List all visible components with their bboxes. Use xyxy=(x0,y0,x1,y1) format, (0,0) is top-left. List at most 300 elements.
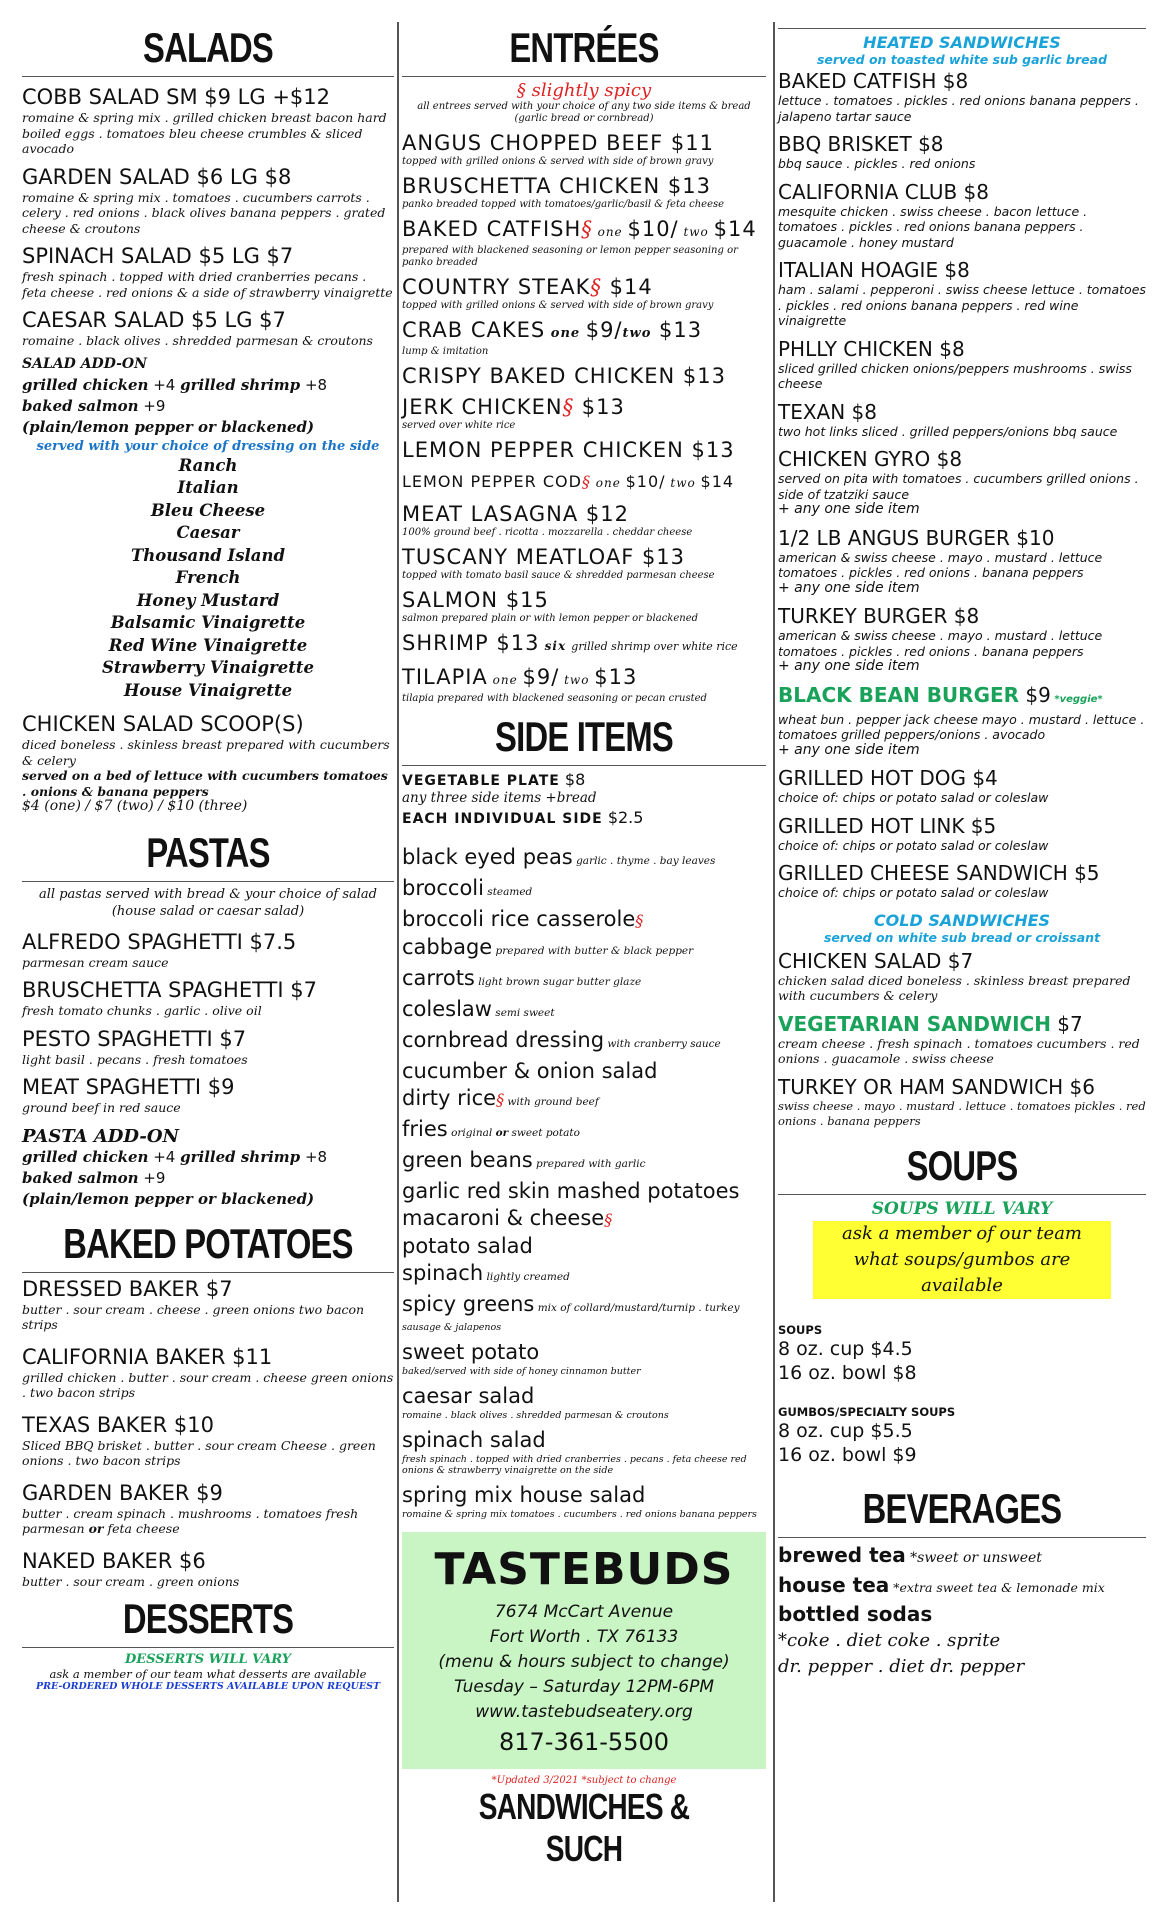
sandwich-item xyxy=(778,400,1146,440)
spicy-icon: § xyxy=(581,217,593,241)
side-name: potato salad xyxy=(402,1233,533,1258)
entree-title: LEMON PEPPER CHICKEN $13 xyxy=(402,438,735,462)
entree-item xyxy=(402,588,766,625)
entrees-heading: ENTRÉES xyxy=(509,24,659,71)
dressing-option: French xyxy=(175,568,241,587)
spicy-icon: § xyxy=(496,1089,505,1109)
side-name: sweet potato xyxy=(402,1339,540,1364)
side-note: prepared with garlic xyxy=(532,1157,646,1170)
side-item xyxy=(402,965,766,996)
price-two: $14 xyxy=(713,217,757,241)
item-desc: butter . sour cream . cheese . green onions two bacon strips xyxy=(22,1301,365,1332)
entree-price: $13 xyxy=(574,395,625,419)
soup-cup: 8 oz. cup $4.5 xyxy=(778,1337,913,1360)
restaurant-info-box xyxy=(402,1532,766,1769)
house-tea: house tea *extra sweet tea & lemonade mix xyxy=(778,1572,1105,1597)
side-item xyxy=(402,1027,766,1058)
entree-desc: topped with tomato basil sauce & shredded parmesan cheese xyxy=(402,570,715,581)
item-name: GARDEN SALAD $6 LG $8 xyxy=(22,164,292,189)
spicy-icon: § xyxy=(562,395,575,419)
entree-name xyxy=(402,131,766,156)
cold-sandwiches-sub: served on white sub bread or croissant xyxy=(823,929,1101,945)
entree-title: TILAPIA xyxy=(402,665,488,689)
sandwich-item xyxy=(778,337,1146,392)
price-one: $9/ xyxy=(522,665,560,689)
column-divider-left xyxy=(397,22,399,1902)
entree-item xyxy=(402,395,766,432)
item-desc: fresh spinach . topped with dried cranberries pecans . feta cheese . red onions & a side of strawberry vinaigrette xyxy=(22,269,393,300)
item-desc: romaine & spring mix . tomatoes . cucumbers carrots . celery . red onions . black olives banana peppers . grated cheese & croutons xyxy=(22,189,386,236)
black-bean-burger-desc: wheat bun . pepper jack cheese mayo . mustard . lettuce . tomatoes grilled peppers/onions . avocado xyxy=(778,711,1145,742)
beverages-heading: BEVERAGES xyxy=(862,1484,1062,1532)
salad-addon-line2: baked salmon +9 xyxy=(22,396,166,415)
sandwich-name: BAKED CATFISH $8 xyxy=(778,69,969,93)
side-note: with ground beef xyxy=(504,1095,599,1108)
side-note: prepared with butter & black pepper xyxy=(492,944,694,957)
grill-item-list xyxy=(778,766,1146,901)
sandwich-item xyxy=(778,766,1146,806)
chicken-salad-scoop-name: CHICKEN SALAD SCOOP(S) xyxy=(22,712,304,736)
sandwich-name: ITALIAN HOAGIE $8 xyxy=(778,258,970,282)
entree-item xyxy=(402,438,766,463)
side-name: carrots xyxy=(402,965,475,990)
entree-price: $14 xyxy=(601,275,653,299)
side-note-or: or xyxy=(495,1126,509,1139)
heated-sandwiches-heading: HEATED SANDWICHES xyxy=(863,33,1061,52)
entree-item xyxy=(402,545,766,582)
menu-item xyxy=(22,85,394,157)
item-name: SPINACH SALAD $5 LG $7 xyxy=(22,244,294,268)
pasta-list xyxy=(22,930,394,1116)
entree-desc: panko breaded topped with tomatoes/garlic/basil & feta cheese xyxy=(402,199,725,210)
side-items-heading: SIDE ITEMS xyxy=(495,713,673,760)
gumbos-label: GUMBOS/SPECIALTY SOUPS xyxy=(778,1404,956,1419)
sandwich-item xyxy=(778,814,1146,854)
side-item xyxy=(402,906,766,934)
dressing-option: Bleu Cheese xyxy=(150,500,266,520)
side-name: fries xyxy=(402,1116,448,1141)
potato-list xyxy=(22,1277,394,1590)
divider xyxy=(402,76,766,77)
side-item xyxy=(402,934,766,965)
sandwich-name: PHLLY CHICKEN $8 xyxy=(778,336,965,361)
entree-name xyxy=(402,217,766,245)
item-name: CALIFORNIA BAKER $11 xyxy=(22,1344,273,1369)
sandwich-desc: lettuce . tomatoes . pickles . red onions banana peppers . jalapeno tartar sauce xyxy=(778,93,1139,124)
chicken-salad-scoop-price: $4 (one) / $7 (two) / $10 (three) xyxy=(22,798,248,814)
side-name: broccoli xyxy=(402,875,484,900)
price-two: $13 xyxy=(594,665,638,689)
side-name: caesar salad xyxy=(402,1383,535,1408)
salad-list xyxy=(22,85,394,349)
entree-title: MEAT LASAGNA $12 xyxy=(402,502,629,526)
soda-list-1: *coke . diet coke . sprite xyxy=(778,1629,1001,1651)
chicken-salad-scoop-serving: served on a bed of lettuce with cucumbers tomatoes . onions & banana peppers xyxy=(22,768,388,799)
sandwich-desc: choice of: chips or potato salad or coleslaw xyxy=(778,790,1049,805)
soups-vary: SOUPS WILL VARY xyxy=(871,1198,1053,1219)
soups-heading: SOUPS xyxy=(906,1141,1018,1189)
sandwich-name: CALIFORNIA CLUB $8 xyxy=(778,179,990,204)
menu-item xyxy=(22,1481,394,1537)
spicy-icon: § xyxy=(581,472,591,491)
menu-item xyxy=(22,244,394,300)
side-item xyxy=(402,1116,766,1147)
column-entrees-sides xyxy=(402,22,766,1870)
sandwich-name: GRILLED HOT DOG $4 xyxy=(778,766,998,790)
divider xyxy=(22,1272,394,1273)
vegetarian-sandwich: VEGETARIAN SANDWICH $7 xyxy=(778,1011,1083,1036)
entree-desc: salmon prepared plain or with lemon pepper or blackened xyxy=(402,613,699,624)
entree-title: ANGUS CHOPPED BEEF $11 xyxy=(402,131,714,155)
sandwich-name: BBQ BRISKET $8 xyxy=(778,132,944,156)
spicy-legend: § slightly spicy xyxy=(516,80,652,101)
individual-side: EACH INDIVIDUAL SIDE $2.5 xyxy=(402,807,644,827)
column-sandwiches-soups xyxy=(778,22,1146,1680)
side-name: cabbage xyxy=(402,934,493,959)
item-name: BRUSCHETTA SPAGHETTI $7 xyxy=(22,978,317,1002)
sandwich-name: GRILLED CHEESE SANDWICH $5 xyxy=(778,861,1100,885)
salad-addon-title: SALAD ADD-ON xyxy=(22,355,147,372)
pasta-addon-line1: grilled chicken +4 grilled shrimp +8 xyxy=(22,1147,328,1166)
entree-desc: 100% ground beef . ricotta . mozzarella . cheddar cheese xyxy=(402,527,693,538)
item-desc: grilled chicken . butter . sour cream . cheese green onions . two bacon strips xyxy=(22,1369,394,1400)
sandwich-desc: choice of: chips or potato salad or coleslaw xyxy=(778,837,1049,853)
sandwiches-and-such-footer: SANDWICHES & SUCH xyxy=(478,1785,690,1869)
entree-title: JERK CHICKEN xyxy=(402,395,563,419)
menu-item xyxy=(22,165,394,237)
entree-desc: prepared with blackened seasoning or lemon pepper seasoning or panko breaded xyxy=(402,245,738,268)
dressing-list xyxy=(22,455,394,703)
item-name: TEXAS BAKER $10 xyxy=(22,1412,215,1437)
sandwich-desc: choice of: chips or potato salad or coleslaw xyxy=(778,885,1049,900)
baked-potatoes-heading: BAKED POTATOES xyxy=(63,1219,353,1267)
divider xyxy=(778,1537,1146,1538)
side-note: semi sweet xyxy=(491,1006,555,1019)
sandwich-item xyxy=(778,861,1146,901)
entree-desc: topped with grilled onions & served with side of brown gravy xyxy=(402,300,714,311)
spicy-icon: § xyxy=(590,275,602,299)
item-desc: fresh tomato chunks . garlic . olive oil xyxy=(22,1003,262,1018)
menu-item xyxy=(22,308,394,349)
sandwich-desc: served on pita with tomatoes . cucumbers grilled onions . side of tzatziki sauce xyxy=(778,471,1139,502)
item-desc: romaine . black olives . shredded parmesan & croutons xyxy=(22,333,373,348)
column-salads-pastas xyxy=(22,22,394,1692)
menu-item xyxy=(22,1277,394,1333)
entree-qty: six xyxy=(539,639,572,653)
entree-item xyxy=(402,275,766,312)
side-desc: romaine & spring mix tomatoes . cucumbers . red onions banana peppers xyxy=(402,1508,757,1520)
side-desc: romaine . black olives . shredded parmesan & croutons xyxy=(402,1409,669,1421)
side-desc: baked/served with side of honey cinnamon butter xyxy=(402,1365,641,1377)
price-two: $13 xyxy=(651,318,703,342)
menu-item xyxy=(22,978,394,1019)
entree-name xyxy=(402,438,766,463)
sandwich-desc: mesquite chicken . swiss cheese . bacon lettuce . tomatoes . pickles . red onions banana peppers . guacamole . honey mustard xyxy=(778,203,1088,250)
entree-item xyxy=(402,131,766,168)
entree-item xyxy=(402,631,766,659)
pastas-heading: PASTAS xyxy=(146,828,270,876)
vegetarian-sandwich-desc: cream cheese . fresh spinach . tomatoes cucumbers . red onions . guacamole . swiss cheese xyxy=(778,1035,1140,1066)
side-item xyxy=(402,1205,766,1233)
entree-name xyxy=(402,174,766,199)
entree-name xyxy=(402,364,766,389)
spicy-icon: § xyxy=(604,1209,613,1229)
chicken-salad-sandwich: CHICKEN SALAD $7 xyxy=(778,948,974,973)
entree-title: BAKED CATFISH xyxy=(402,217,582,241)
menu-change-note: (menu & hours subject to change) xyxy=(438,1651,730,1672)
item-name: MEAT SPAGHETTI $9 xyxy=(22,1075,235,1099)
price-qty-one: one xyxy=(487,673,523,687)
vegetable-plate: VEGETABLE PLATE $8 xyxy=(402,770,586,789)
salad-addon-line1: grilled chicken +4 grilled shrimp +8 xyxy=(22,375,328,394)
cold-sandwiches-heading: COLD SANDWICHES xyxy=(873,910,1051,930)
sandwich-name: GRILLED HOT LINK $5 xyxy=(778,813,997,838)
entree-name xyxy=(402,395,766,420)
address-line-2: Fort Worth . TX 76133 xyxy=(489,1626,679,1647)
entree-name xyxy=(402,502,766,527)
pasta-note: all pastas served with bread & your choice of salad (house salad or caesar salad) xyxy=(39,886,377,919)
black-bean-burger: BLACK BEAN BURGER $9 *veggie* xyxy=(778,682,1103,707)
entree-item xyxy=(402,318,766,358)
price-qty-two: two xyxy=(678,225,714,239)
item-name: NAKED BAKER $6 xyxy=(22,1548,206,1573)
entree-item xyxy=(402,469,766,496)
entree-name xyxy=(402,469,766,496)
side-item xyxy=(402,875,766,906)
side-item xyxy=(402,1427,766,1454)
salad-addon-line3: (plain/lemon pepper or blackened) xyxy=(22,417,315,436)
menu-item xyxy=(22,1549,394,1590)
brewed-tea: brewed tea *sweet or unsweet xyxy=(778,1542,1042,1567)
side-desc: fresh spinach . topped with dried cranberries . pecans . feta cheese red onions & strawberry vinaigrette on the side xyxy=(402,1453,747,1476)
dressing-option: Thousand Island xyxy=(130,545,286,565)
sandwich-item xyxy=(778,526,1146,597)
gumbo-bowl: 16 oz. bowl $9 xyxy=(778,1443,917,1466)
dressing-option: House Vinaigrette xyxy=(123,680,293,700)
divider xyxy=(22,76,394,77)
side-item xyxy=(402,1383,766,1410)
divider xyxy=(22,881,394,882)
side-name: cornbread dressing xyxy=(402,1027,605,1052)
side-name: spicy greens xyxy=(402,1291,535,1316)
heated-sandwiches-sub: served on toasted white sub garlic bread xyxy=(816,52,1108,67)
dressing-option: Red Wine Vinaigrette xyxy=(108,635,308,655)
sandwich-desc: sliced grilled chicken onions/peppers mushrooms . swiss cheese xyxy=(778,360,1132,391)
dressing-option: Honey Mustard xyxy=(136,590,280,610)
side-name: garlic red skin mashed potatoes xyxy=(402,1178,740,1203)
desserts-ask: ask a member of our team what desserts are available xyxy=(49,1667,367,1681)
side-item xyxy=(402,844,766,875)
sandwich-desc: american & swiss cheese . mayo . mustard . lettuce tomatoes . pickles . red onions . banana peppers xyxy=(778,628,1103,659)
side-name: green beans xyxy=(402,1147,533,1172)
item-desc: Sliced BBQ brisket . butter . sour cream Cheese . green onions . two bacon strips xyxy=(22,1437,376,1468)
price-one: $9/ xyxy=(585,318,623,342)
entree-title: SALMON $15 xyxy=(402,588,549,612)
dressing-option: Ranch xyxy=(178,455,238,475)
price-one: $10/ xyxy=(627,217,679,241)
item-desc: butter . sour cream . green onions xyxy=(22,1573,240,1589)
entree-title: LEMON PEPPER COD xyxy=(402,472,582,491)
soups-label: SOUPS xyxy=(778,1322,823,1337)
side-name: macaroni & cheese xyxy=(402,1205,605,1230)
menu-item xyxy=(22,930,394,971)
item-desc: butter . cream spinach . mushrooms . tomatoes fresh parmesan or feta cheese xyxy=(22,1505,359,1536)
side-note: original xyxy=(447,1126,496,1139)
entree-item xyxy=(402,174,766,211)
menu-item xyxy=(22,1413,394,1469)
soda-list-2: dr. pepper . diet dr. pepper xyxy=(778,1655,1025,1677)
sandwich-extra: + any one side item xyxy=(778,579,920,596)
side-note: steamed xyxy=(483,885,533,898)
entree-desc: lump & imitation xyxy=(402,346,489,357)
entree-title: BRUSCHETTA CHICKEN $13 xyxy=(402,174,711,198)
entree-title: COUNTRY STEAK xyxy=(402,275,591,299)
dressing-option: Caesar xyxy=(176,523,240,542)
side-name: spinach xyxy=(402,1260,484,1285)
sandwich-desc: bbq sauce . pickles . red onions xyxy=(778,156,976,171)
pasta-addon-line2: baked salmon +9 xyxy=(22,1168,166,1187)
entrees-note: all entrees served with your choice of any two side items & bread (garlic bread or cornbread) xyxy=(417,101,751,124)
heated-sandwich-list xyxy=(778,69,1146,675)
entree-item xyxy=(402,364,766,389)
sandwich-item xyxy=(778,69,1146,124)
entree-item xyxy=(402,502,766,539)
side-name: coleslaw xyxy=(402,996,492,1021)
dressing-option: Balsamic Vinaigrette xyxy=(110,613,306,632)
divider xyxy=(402,765,766,766)
side-note: with cranberry sauce xyxy=(604,1037,721,1050)
website-link[interactable]: www.tastebudseatery.org xyxy=(475,1701,693,1722)
desserts-heading: DESSERTS xyxy=(122,1595,294,1642)
price-qty-one: one xyxy=(590,476,626,490)
entree-inline-desc: grilled shrimp over white rice xyxy=(571,640,738,653)
sandwich-item xyxy=(778,258,1146,329)
address-line-1: 7674 McCart Avenue xyxy=(494,1601,674,1622)
spicy-icon: § xyxy=(635,910,644,930)
side-name: spinach salad xyxy=(402,1427,546,1452)
price-qty-two: two xyxy=(622,326,652,341)
sandwich-desc: ham . salami . pepperoni . swiss cheese lettuce . tomatoes . pickles . red onions banana peppers . red wine vinaigrette xyxy=(778,282,1146,328)
turkey-ham-sandwich: TURKEY OR HAM SANDWICH $6 xyxy=(778,1074,1096,1099)
sandwich-item xyxy=(778,180,1146,251)
item-desc: parmesan cream sauce xyxy=(22,954,169,970)
item-desc: light basil . pecans . fresh tomatoes xyxy=(22,1051,248,1067)
side-item xyxy=(402,1178,766,1205)
business-hours: Tuesday – Saturday 12PM-6PM xyxy=(453,1676,715,1697)
phone-number[interactable]: 817-361-5500 xyxy=(498,1727,669,1756)
side-name: black eyed peas xyxy=(402,844,573,869)
sandwich-item xyxy=(778,604,1146,675)
entree-name xyxy=(402,318,766,346)
divider xyxy=(778,28,1146,29)
entree-name xyxy=(402,631,766,659)
side-note: sweet potato xyxy=(508,1126,580,1139)
updated-note: *Updated 3/2021 *subject to change xyxy=(491,1774,677,1786)
item-name: ALFREDO SPAGHETTI $7.5 xyxy=(22,929,297,954)
salads-heading: SALADS xyxy=(142,24,274,71)
price-qty-two: two xyxy=(665,476,701,490)
chicken-salad-sandwich-desc: chicken salad diced boneless . skinless breast prepared with cucumbers & celery xyxy=(778,972,1131,1003)
menu-item xyxy=(22,1027,394,1068)
dressing-note: served with your choice of dressing on the side xyxy=(36,438,380,454)
price-qty-one: one xyxy=(545,326,586,341)
soups-ask-wrap xyxy=(778,1221,1146,1299)
side-list xyxy=(402,844,766,1520)
item-name: DRESSED BAKER $7 xyxy=(22,1276,233,1301)
side-item xyxy=(402,1260,766,1291)
turkey-ham-sandwich-desc: swiss cheese . mayo . mustard . lettuce . tomatoes pickles . red onions . banana peppers xyxy=(778,1098,1146,1128)
side-desc: sausage & jalapenos xyxy=(402,1321,502,1333)
side-item xyxy=(402,1147,766,1178)
sandwich-item xyxy=(778,132,1146,172)
entree-name xyxy=(402,588,766,613)
side-item xyxy=(402,1339,766,1366)
entree-name xyxy=(402,545,766,570)
side-note: lightly creamed xyxy=(483,1270,570,1283)
item-name: PESTO SPAGHETTI $7 xyxy=(22,1026,247,1051)
desserts-preorder: PRE-ORDERED WHOLE DESSERTS AVAILABLE UPON REQUEST xyxy=(35,1681,381,1692)
column-divider-right xyxy=(773,22,775,1902)
entree-name xyxy=(402,275,766,300)
sandwich-name: TURKEY BURGER $8 xyxy=(778,604,980,628)
entree-item xyxy=(402,665,766,705)
sandwich-extra: + any one side item xyxy=(778,501,920,517)
sandwich-name: CHICKEN GYRO $8 xyxy=(778,447,963,471)
side-note: light brown sugar butter glaze xyxy=(474,975,642,988)
bottled-sodas: bottled sodas xyxy=(778,1601,933,1626)
sandwich-desc: two hot links sliced . grilled peppers/onions bbq sauce xyxy=(778,423,1118,439)
entree-item xyxy=(402,217,766,269)
item-desc: ground beef in red sauce xyxy=(22,1100,181,1115)
divider xyxy=(778,1194,1146,1195)
entree-list xyxy=(402,131,766,705)
menu-item xyxy=(22,1345,394,1401)
sandwich-extra: + any one side item xyxy=(778,658,920,674)
gumbo-cup: 8 oz. cup $5.5 xyxy=(778,1419,913,1442)
side-name: spring mix house salad xyxy=(402,1482,646,1507)
side-name: broccoli rice casserole xyxy=(402,906,636,931)
price-qty-two: two xyxy=(559,673,595,687)
price-qty-one: one xyxy=(592,225,628,239)
side-name: cucumber & onion salad xyxy=(402,1058,658,1083)
chicken-salad-scoop-desc: diced boneless . skinless breast prepared with cucumbers & celery xyxy=(22,737,390,768)
price-one: $10/ xyxy=(625,472,666,491)
item-name: GARDEN BAKER $9 xyxy=(22,1480,223,1505)
side-note: mix of collard/mustard/turnip . turkey xyxy=(534,1301,740,1314)
restaurant-name: TASTEBUDS xyxy=(434,1543,734,1595)
entree-name xyxy=(402,665,766,693)
entree-title: CRISPY BAKED CHICKEN $13 xyxy=(402,364,726,388)
side-name: dirty rice xyxy=(402,1085,497,1110)
side-note: garlic . thyme . bay leaves xyxy=(572,854,716,867)
sandwich-name: TEXAN $8 xyxy=(778,399,878,424)
menu-item xyxy=(22,1075,394,1116)
side-item xyxy=(402,1233,766,1260)
entree-title: TUSCANY MEATLOAF $13 xyxy=(402,545,686,569)
entree-title: CRAB CAKES xyxy=(402,318,546,342)
dressing-option: Italian xyxy=(177,478,239,497)
entree-title: SHRIMP $13 xyxy=(402,631,540,655)
sandwich-desc: american & swiss cheese . mayo . mustard . lettuce tomatoes . pickles . red onions . banana peppers xyxy=(778,549,1103,580)
item-desc: romaine & spring mix . grilled chicken breast bacon hard boiled eggs . tomatoes bleu cheese crumbles & sliced avocado xyxy=(22,110,387,156)
vegetable-plate-note: any three side items +bread xyxy=(402,790,597,806)
divider xyxy=(22,1647,394,1648)
sandwich-item xyxy=(778,447,1146,518)
pasta-addon-title: PASTA ADD-ON xyxy=(22,1125,179,1147)
side-item xyxy=(402,1291,766,1322)
side-item xyxy=(402,996,766,1027)
item-name: CAESAR SALAD $5 LG $7 xyxy=(22,308,286,332)
